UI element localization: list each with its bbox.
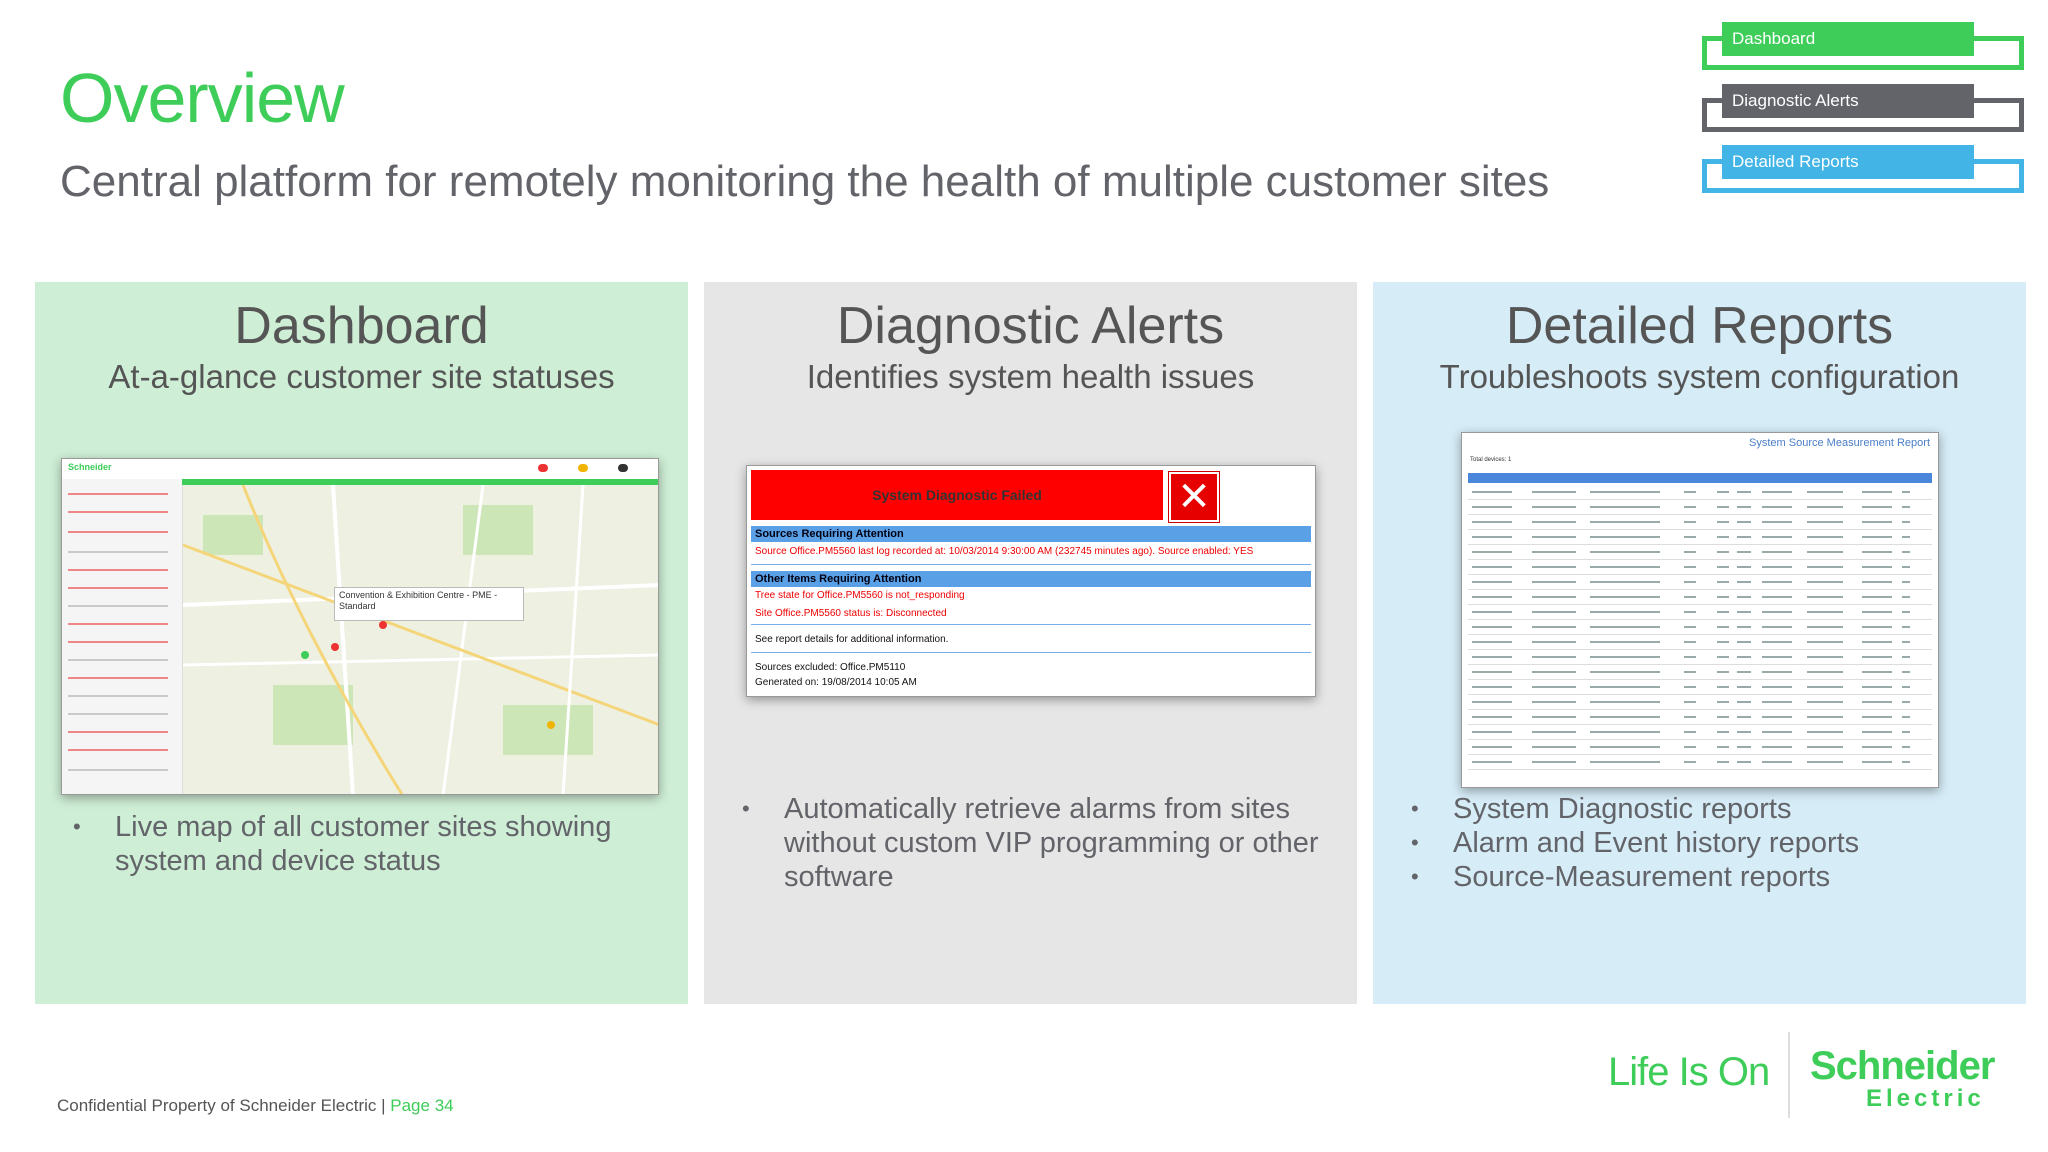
table-cell <box>1717 626 1729 628</box>
alarm-badge <box>538 464 548 472</box>
table-cell <box>1684 761 1696 763</box>
panel-subtitle: Troubleshoots system configuration <box>1439 358 1960 395</box>
nav-diagnostic-alerts[interactable] <box>1702 84 2032 124</box>
table-row <box>1468 709 1932 710</box>
table-cell <box>1737 716 1751 718</box>
table-cell <box>1590 671 1660 673</box>
alert-line: Tree state for Office.PM5560 is not_responding <box>755 590 965 601</box>
table-cell <box>1807 626 1843 628</box>
list-item[interactable] <box>68 531 168 533</box>
table-cell <box>1737 626 1751 628</box>
site-list[interactable] <box>62 479 183 794</box>
table-cell <box>1762 581 1792 583</box>
table-cell <box>1717 656 1729 658</box>
table-cell <box>1717 731 1729 733</box>
table-cell <box>1902 686 1910 688</box>
site-marker[interactable] <box>547 721 555 729</box>
bullet-item: • Source-Measurement reports <box>1405 860 2005 894</box>
map-topbar <box>62 459 658 480</box>
table-cell <box>1684 626 1696 628</box>
panel-title: Detailed Reports <box>1505 297 1894 355</box>
map-brand: Schneider <box>68 462 112 472</box>
site-popup[interactable] <box>334 587 524 621</box>
table-cell <box>1737 566 1751 568</box>
table-cell <box>1532 536 1576 538</box>
list-item[interactable] <box>68 731 168 733</box>
table-row <box>1468 544 1932 545</box>
table-row <box>1468 664 1932 665</box>
table-cell <box>1590 716 1660 718</box>
table-cell <box>1862 686 1892 688</box>
table-cell <box>1472 551 1512 553</box>
table-cell <box>1807 581 1843 583</box>
bullet-list <box>1405 792 2005 894</box>
table-cell <box>1717 506 1729 508</box>
list-item[interactable] <box>68 569 168 571</box>
table-cell <box>1737 641 1751 643</box>
table-cell <box>1684 491 1696 493</box>
table-cell <box>1737 611 1751 613</box>
logo-line1: Schneider <box>1810 1044 1995 1088</box>
list-item[interactable] <box>68 587 168 589</box>
table-cell <box>1532 551 1576 553</box>
table-row <box>1468 679 1932 680</box>
table-cell <box>1684 641 1696 643</box>
table-cell <box>1862 716 1892 718</box>
table-cell <box>1684 506 1696 508</box>
table-cell <box>1717 701 1729 703</box>
table-cell <box>1590 521 1660 523</box>
table-cell <box>1862 491 1892 493</box>
table-cell <box>1737 581 1751 583</box>
table-cell <box>1807 671 1843 673</box>
table-row <box>1468 499 1932 500</box>
table-row <box>1468 604 1932 605</box>
table-cell <box>1762 491 1792 493</box>
table-cell <box>1902 656 1910 658</box>
table-cell <box>1532 701 1576 703</box>
table-cell <box>1807 611 1843 613</box>
alert-line: Source Office.PM5560 last log recorded at: 10/03/2014 9:30:00 AM (232745 minutes ago). Source enabled: YES <box>755 546 1254 557</box>
bullet-list <box>736 792 1336 894</box>
table-cell <box>1807 716 1843 718</box>
table-cell <box>1902 551 1910 553</box>
table-cell <box>1717 686 1729 688</box>
table-cell <box>1737 671 1751 673</box>
table-cell <box>1807 701 1843 703</box>
page-title: Overview <box>60 59 344 137</box>
table-cell <box>1532 566 1576 568</box>
panel-diagnostic-alerts <box>704 282 1357 1004</box>
devices-value: 1 <box>1508 457 1512 463</box>
table-cell <box>1717 551 1729 553</box>
table-row <box>1468 529 1932 530</box>
site-marker[interactable] <box>379 621 387 629</box>
table-cell <box>1717 491 1729 493</box>
table-cell <box>1472 491 1512 493</box>
table-row <box>1468 739 1932 740</box>
table-cell <box>1807 506 1843 508</box>
table-cell <box>1807 536 1843 538</box>
list-item[interactable] <box>68 713 168 715</box>
table-cell <box>1737 506 1751 508</box>
table-cell <box>1532 671 1576 673</box>
table-cell <box>1472 701 1512 703</box>
report-table-header <box>1468 473 1932 483</box>
site-marker[interactable] <box>301 651 309 659</box>
table-cell <box>1472 746 1512 748</box>
table-cell <box>1762 761 1792 763</box>
table-cell <box>1590 491 1660 493</box>
section-header: Sources Requiring Attention <box>751 526 1311 542</box>
list-item[interactable] <box>68 605 168 607</box>
table-cell <box>1472 686 1512 688</box>
table-cell <box>1590 761 1660 763</box>
devices-label: Total devices: <box>1470 457 1507 463</box>
table-cell <box>1862 521 1892 523</box>
table-cell <box>1684 566 1696 568</box>
table-cell <box>1590 581 1660 583</box>
table-cell <box>1684 656 1696 658</box>
table-cell <box>1472 641 1512 643</box>
table-cell <box>1902 671 1910 673</box>
table-cell <box>1590 596 1660 598</box>
list-item[interactable] <box>68 623 168 625</box>
table-cell <box>1472 611 1512 613</box>
table-cell <box>1807 641 1843 643</box>
site-marker[interactable] <box>331 643 339 651</box>
table-cell <box>1684 746 1696 748</box>
list-item[interactable] <box>68 749 168 751</box>
table-cell <box>1862 701 1892 703</box>
confidential-text: Confidential Property of Schneider Electric | <box>57 1096 386 1115</box>
table-cell <box>1807 761 1843 763</box>
table-cell <box>1902 491 1910 493</box>
table-cell <box>1807 596 1843 598</box>
table-cell <box>1590 566 1660 568</box>
list-item[interactable] <box>68 659 168 661</box>
table-cell <box>1684 671 1696 673</box>
bullet-item: • System Diagnostic reports <box>1405 792 2005 826</box>
table-cell <box>1902 731 1910 733</box>
table-cell <box>1762 521 1792 523</box>
table-cell <box>1902 521 1910 523</box>
bullet-list <box>67 810 647 878</box>
table-row <box>1468 724 1932 725</box>
site-map[interactable] <box>183 485 658 794</box>
table-cell <box>1807 491 1843 493</box>
table-cell <box>1684 686 1696 688</box>
table-cell <box>1717 596 1729 598</box>
table-cell <box>1717 761 1729 763</box>
table-cell <box>1737 536 1751 538</box>
table-cell <box>1717 536 1729 538</box>
table-cell <box>1532 506 1576 508</box>
schneider-electric-logo <box>1810 1046 1994 1112</box>
dashboard-screenshot <box>61 458 659 795</box>
table-cell <box>1684 701 1696 703</box>
table-cell <box>1807 656 1843 658</box>
table-cell <box>1862 581 1892 583</box>
panel-subtitle: Identifies system health issues <box>806 358 1255 395</box>
table-cell <box>1532 626 1576 628</box>
table-cell <box>1532 746 1576 748</box>
table-cell <box>1762 641 1792 643</box>
table-cell <box>1862 626 1892 628</box>
table-row <box>1468 634 1932 635</box>
nav-diagnostic-alerts-label[interactable]: Diagnostic Alerts <box>1722 84 1974 118</box>
table-cell <box>1472 656 1512 658</box>
table-cell <box>1472 566 1512 568</box>
list-item[interactable] <box>68 695 168 697</box>
table-cell <box>1472 581 1512 583</box>
table-cell <box>1762 731 1792 733</box>
table-cell <box>1684 596 1696 598</box>
life-is-on-tagline: Life Is On <box>1608 1050 1770 1094</box>
table-cell <box>1737 551 1751 553</box>
table-cell <box>1862 566 1892 568</box>
table-cell <box>1532 581 1576 583</box>
table-cell <box>1862 506 1892 508</box>
table-cell <box>1762 626 1792 628</box>
table-cell <box>1590 686 1660 688</box>
nav-dashboard[interactable] <box>1702 22 2032 62</box>
list-item[interactable] <box>68 493 168 495</box>
report-meta <box>1470 457 1930 463</box>
table-row <box>1468 619 1932 620</box>
table-cell <box>1532 731 1576 733</box>
table-cell <box>1472 521 1512 523</box>
table-cell <box>1590 701 1660 703</box>
nav-detailed-reports-label[interactable]: Detailed Reports <box>1722 145 1974 179</box>
panel-title: Dashboard <box>234 297 489 355</box>
table-cell <box>1684 536 1696 538</box>
table-cell <box>1762 536 1792 538</box>
table-cell <box>1902 746 1910 748</box>
table-cell <box>1684 731 1696 733</box>
table-cell <box>1737 731 1751 733</box>
table-cell <box>1472 671 1512 673</box>
table-cell <box>1902 626 1910 628</box>
list-item[interactable] <box>68 511 168 513</box>
report-title: System Source Measurement Report <box>1749 437 1930 449</box>
table-cell <box>1590 611 1660 613</box>
table-cell <box>1902 566 1910 568</box>
diagnostic-screenshot <box>746 465 1316 697</box>
table-cell <box>1737 596 1751 598</box>
table-cell <box>1684 581 1696 583</box>
table-cell <box>1737 701 1751 703</box>
divider <box>751 652 1311 653</box>
list-item[interactable] <box>68 677 168 679</box>
map-roads <box>183 485 658 794</box>
table-cell <box>1902 596 1910 598</box>
table-cell <box>1532 521 1576 523</box>
table-row <box>1468 514 1932 515</box>
table-cell <box>1862 536 1892 538</box>
table-cell <box>1737 686 1751 688</box>
table-row <box>1468 754 1932 755</box>
table-cell <box>1590 656 1660 658</box>
table-cell <box>1762 506 1792 508</box>
panel-subtitle: At-a-glance customer site statuses <box>108 358 615 395</box>
page-number: Page 34 <box>390 1096 454 1115</box>
info-line: Sources excluded: Office.PM5110 <box>755 662 906 673</box>
table-cell <box>1737 746 1751 748</box>
table-cell <box>1590 641 1660 643</box>
table-cell <box>1717 566 1729 568</box>
table-cell <box>1762 596 1792 598</box>
table-cell <box>1717 521 1729 523</box>
table-row <box>1468 559 1932 560</box>
list-item[interactable] <box>68 769 168 771</box>
table-cell <box>1737 521 1751 523</box>
table-row <box>1468 694 1932 695</box>
bullet-item: • Automatically retrieve alarms from sites without custom VIP programming or other software <box>736 792 1336 894</box>
table-cell <box>1807 746 1843 748</box>
table-cell <box>1902 761 1910 763</box>
table-cell <box>1807 551 1843 553</box>
count-badge <box>618 464 628 472</box>
nav-detailed-reports[interactable] <box>1702 145 2032 185</box>
table-row <box>1468 649 1932 650</box>
table-cell <box>1762 716 1792 718</box>
table-cell <box>1684 611 1696 613</box>
table-cell <box>1532 611 1576 613</box>
logo-line2: Electric <box>1866 1085 1985 1112</box>
table-cell <box>1717 581 1729 583</box>
table-cell <box>1532 761 1576 763</box>
table-cell <box>1472 716 1512 718</box>
table-cell <box>1902 536 1910 538</box>
table-cell <box>1902 506 1910 508</box>
table-cell <box>1472 626 1512 628</box>
table-cell <box>1717 611 1729 613</box>
table-cell <box>1862 596 1892 598</box>
table-cell <box>1590 626 1660 628</box>
table-cell <box>1902 641 1910 643</box>
table-cell <box>1807 686 1843 688</box>
error-x-icon: ✕ <box>1169 472 1219 522</box>
table-cell <box>1737 491 1751 493</box>
table-cell <box>1684 521 1696 523</box>
report-screenshot <box>1461 432 1939 788</box>
table-cell <box>1684 551 1696 553</box>
table-cell <box>1807 566 1843 568</box>
table-cell <box>1902 581 1910 583</box>
diagnostic-failed-banner: System Diagnostic Failed <box>751 470 1163 520</box>
table-cell <box>1902 611 1910 613</box>
table-cell <box>1590 746 1660 748</box>
table-cell <box>1737 656 1751 658</box>
bullet-item: • Live map of all customer sites showing system and device status <box>67 810 647 878</box>
footer-divider <box>1788 1032 1790 1118</box>
table-cell <box>1737 761 1751 763</box>
list-item[interactable] <box>68 641 168 643</box>
table-cell <box>1590 731 1660 733</box>
table-cell <box>1532 641 1576 643</box>
table-cell <box>1762 656 1792 658</box>
panel-detailed-reports <box>1373 282 2026 1004</box>
table-cell <box>1532 491 1576 493</box>
table-cell <box>1762 686 1792 688</box>
table-cell <box>1862 731 1892 733</box>
footer-confidential <box>57 1096 454 1116</box>
table-cell <box>1532 596 1576 598</box>
table-cell <box>1472 761 1512 763</box>
panel-dashboard <box>35 282 688 1004</box>
table-cell <box>1762 701 1792 703</box>
table-cell <box>1532 716 1576 718</box>
table-row <box>1468 574 1932 575</box>
table-cell <box>1862 746 1892 748</box>
table-cell <box>1717 746 1729 748</box>
table-cell <box>1717 716 1729 718</box>
table-cell <box>1762 671 1792 673</box>
site-popup-title: Convention & Exhibition Centre - PME - Standard <box>339 590 498 611</box>
divider <box>751 564 1311 565</box>
table-row <box>1468 769 1932 770</box>
table-cell <box>1590 536 1660 538</box>
table-cell <box>1472 536 1512 538</box>
info-line: See report details for additional information. <box>755 634 949 645</box>
table-cell <box>1472 596 1512 598</box>
table-cell <box>1862 761 1892 763</box>
bullet-item: • Alarm and Event history reports <box>1405 826 2005 860</box>
panel-title: Diagnostic Alerts <box>836 297 1225 355</box>
table-cell <box>1472 506 1512 508</box>
table-cell <box>1862 671 1892 673</box>
section-header: Other Items Requiring Attention <box>751 571 1311 587</box>
table-cell <box>1590 506 1660 508</box>
table-cell <box>1684 716 1696 718</box>
page-subtitle: Central platform for remotely monitoring the health of multiple customer sites <box>60 157 1550 206</box>
table-cell <box>1472 731 1512 733</box>
table-row <box>1468 589 1932 590</box>
table-cell <box>1590 551 1660 553</box>
table-cell <box>1762 746 1792 748</box>
divider <box>751 624 1311 625</box>
table-cell <box>1902 716 1910 718</box>
list-item[interactable] <box>68 551 168 553</box>
table-cell <box>1532 686 1576 688</box>
table-cell <box>1717 641 1729 643</box>
table-cell <box>1862 551 1892 553</box>
table-cell <box>1862 611 1892 613</box>
info-line: Generated on: 19/08/2014 10:05 AM <box>755 677 917 688</box>
table-cell <box>1902 701 1910 703</box>
table-cell <box>1862 641 1892 643</box>
table-cell <box>1717 671 1729 673</box>
table-cell <box>1807 521 1843 523</box>
table-cell <box>1807 731 1843 733</box>
table-cell <box>1862 656 1892 658</box>
table-cell <box>1762 611 1792 613</box>
alert-line: Site Office.PM5560 status is: Disconnected <box>755 608 947 619</box>
table-cell <box>1762 566 1792 568</box>
table-cell <box>1762 551 1792 553</box>
table-cell <box>1532 656 1576 658</box>
nav-dashboard-label[interactable]: Dashboard <box>1722 22 1974 56</box>
warning-badge <box>578 464 588 472</box>
